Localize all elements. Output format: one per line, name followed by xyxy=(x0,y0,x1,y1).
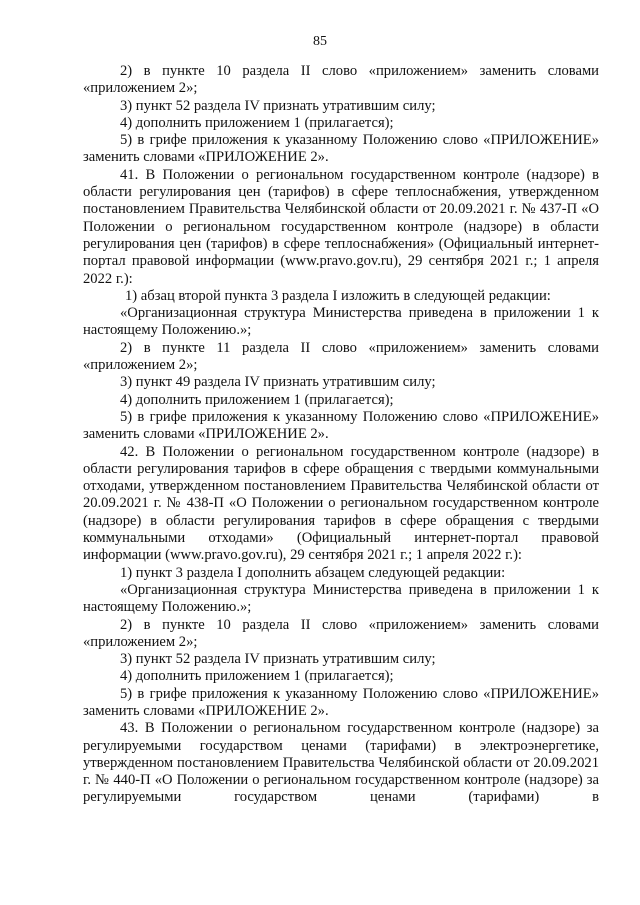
document-body xyxy=(83,63,599,807)
paragraph: 5) в грифе приложения к указанному Положению слово «ПРИЛОЖЕНИЕ» заменить словами «ПРИЛОЖЕНИЕ 2». xyxy=(83,132,599,166)
paragraph: 3) пункт 52 раздела IV признать утратившим силу; xyxy=(120,97,436,114)
paragraph: «Организационная структура Министерства приведена в приложении 1 к настоящему Положению.»; xyxy=(83,305,599,339)
paragraph: 2) в пункте 10 раздела II слово «приложением» заменить словами «приложением 2»; xyxy=(83,63,599,97)
paragraph: 5) в грифе приложения к указанному Положению слово «ПРИЛОЖЕНИЕ» заменить словами «ПРИЛОЖЕНИЕ 2». xyxy=(83,408,599,443)
paragraph: 4) дополнить приложением 1 (прилагается); xyxy=(120,391,394,408)
paragraph: 2) в пункте 10 раздела II слово «приложением» заменить словами «приложением 2»; xyxy=(83,616,599,650)
paragraph: «Организационная структура Министерства приведена в приложении 1 к настоящему Положению.»; xyxy=(83,581,599,616)
paragraph: 5) в грифе приложения к указанному Положению слово «ПРИЛОЖЕНИЕ» заменить словами «ПРИЛОЖЕНИЕ 2». xyxy=(83,685,599,719)
paragraph: 1) пункт 3 раздела I дополнить абзацем следующей редакции: xyxy=(120,564,506,581)
paragraph: 1) абзац второй пункта 3 раздела I изложить в следующей редакции: xyxy=(125,287,551,304)
page-number: 85 xyxy=(313,34,327,49)
paragraph: 3) пункт 52 раздела IV признать утратившим силу; xyxy=(120,651,436,668)
paragraph: 43. В Положении о региональном государственном контроле (надзоре) за регулируемыми государством ценами (тарифами) в электроэнергетике, утвержденном постановлением Правительства Челябинской области от 20.09.2021 г. № 440-П «О Положении о региональном государственном контроле (надзоре) за регулируемыми государством ценами (тарифами) в xyxy=(83,720,599,806)
paragraph: 3) пункт 49 раздела IV признать утратившим силу; xyxy=(120,374,436,391)
paragraph: 4) дополнить приложением 1 (прилагается); xyxy=(120,114,394,131)
paragraph: 4) дополнить приложением 1 (прилагается); xyxy=(120,668,394,685)
paragraph: 41. В Положении о региональном государственном контроле (надзоре) в области регулирования цен (тарифов) в сфере теплоснабжения, утвержденном постановлением Правительства Челябинской области от 20.09.2021 г. № 437-П «О Положении о региональном государственном контроле (надзоре) в области регулирования цен (тарифов) в сфере теплоснабжения» (Официальный интернет-портал правовой информации (www.pravo.gov.ru), 29 сентября 2021 г.; 1 апреля 2022 г.): xyxy=(83,166,599,287)
paragraph: 2) в пункте 11 раздела II слово «приложением» заменить словами «приложением 2»; xyxy=(83,339,599,374)
paragraph: 42. В Положении о региональном государственном контроле (надзоре) в области регулирования тарифов в сфере обращения с твердыми коммунальными отходами, утвержденном постановлением Правительства Челябинской области от 20.09.2021 г. № 438-П «О Положении о региональном государственном контроле (надзоре) в области регулирования тарифов в сфере обращения с твердыми коммунальными отходами» (Официальный интернет-портал правовой информации (www.pravo.gov.ru), 29 сентября 2021 г.; 1 апреля 2022 г.): xyxy=(83,443,599,564)
